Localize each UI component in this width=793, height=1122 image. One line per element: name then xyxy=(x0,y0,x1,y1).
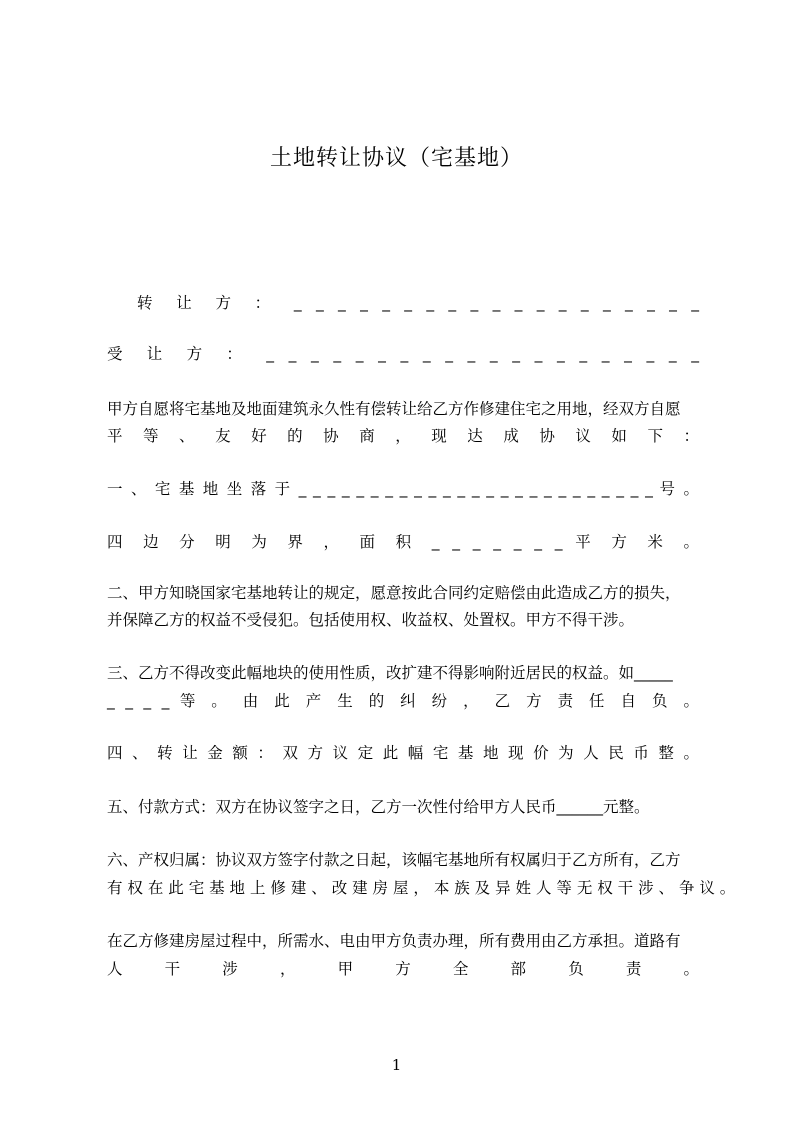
intro-line-2: 平 等 、 友 好 的 协 商 ， 现 达 成 协 议 如 下 ： xyxy=(107,427,699,445)
transferor-line: 转 让 方 ： _ _ _ _ _ _ _ _ _ _ _ _ _ _ _ _ _ _ _ xyxy=(137,294,699,312)
transferee-line: 受 让 方 ： _ _ _ _ _ _ _ _ _ _ _ _ _ _ _ _ _ _ _ _ xyxy=(107,345,699,363)
clause-6-line-1: 六、产权归属：协议双方签字付款之日起，该幅宅基地所有权属归于乙方所有，乙方 xyxy=(107,851,681,869)
construction-line-1: 在乙方修建房屋过程中，所需水、电由甲方负责办理，所有费用由乙方承担。道路有 xyxy=(107,932,681,950)
clause-3-line-2: _ _ _ _ 等 。 由 此 产 生 的 纠 纷 ， 乙 方 责 任 自 负 。 xyxy=(107,692,699,710)
clause-6-line-2: 有 权 在 此 宅 基 地 上 修 建 、 改 建 房 屋 ， 本 族 及 异 姓 人 等 无 权 干 涉 、 争 议 。 xyxy=(107,879,736,897)
intro-line-1: 甲方自愿将宅基地及地面建筑永久性有偿转让给乙方作修建住宅之用地，经双方自愿 xyxy=(107,400,681,418)
clause-1-line-2: 四 边 分 明 为 界 ， 面 积 _ _ _ _ _ _ _ 平 方 米 。 xyxy=(107,533,699,551)
clause-2-line-1: 二、甲方知晓国家宅基地转让的规定，愿意按此合同约定赔偿由此造成乙方的损失， xyxy=(107,584,681,602)
construction-line-2: 人 干 涉 ， 甲 方 全 部 负 责 。 xyxy=(107,960,699,978)
clause-1-line-1: 一 、 宅 基 地 坐 落 于 _ _ _ _ _ _ _ _ _ _ _ _ _ _ _ _ _ _ _ _ _ _ _ _ _ 号 。 xyxy=(107,480,699,498)
clause-5-line: 五、付款方式：双方在协议签字之日，乙方一次性付给甲方人民币______元整。 xyxy=(107,798,650,816)
page-number: 1 xyxy=(391,1056,402,1074)
document-title: 土地转让协议（宅基地） xyxy=(269,146,523,171)
clause-4-line: 四 、 转 让 金 额 ： 双 方 议 定 此 幅 宅 基 地 现 价 为 人 民 币 整 。 xyxy=(107,744,699,762)
clause-3-line-1: 三、乙方不得改变此幅地块的使用性质，改扩建不得影响附近居民的权益。如_____ xyxy=(107,664,673,682)
clause-2-line-2: 并保障乙方的权益不受侵犯。包括使用权、收益权、处置权。甲方不得干涉。 xyxy=(107,611,635,629)
